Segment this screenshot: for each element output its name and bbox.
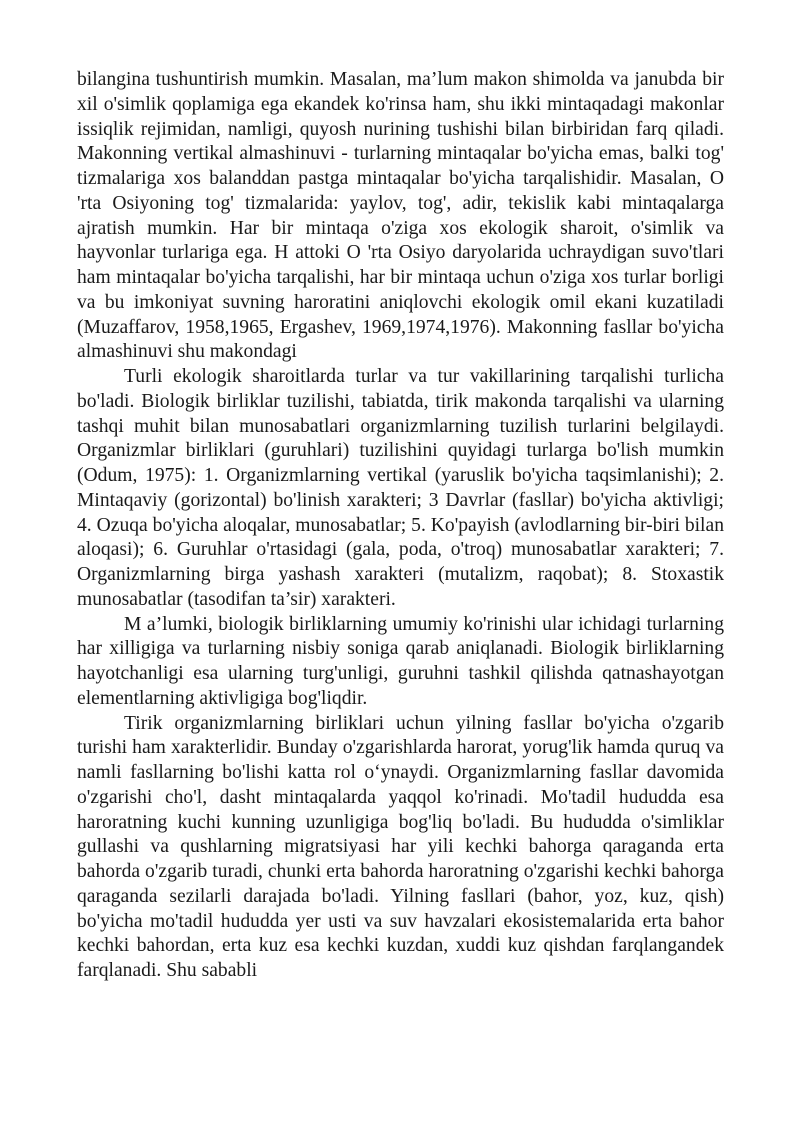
paragraph-biological-communities: M a’lumki, biologik birliklarning umumiy ko'rinishi ular ichidagi turlarning har xilligiga va turlarning nisbiy soniga qarab aniqlanadi. Biologik birliklarning hayotchanligi esa ularning turg'unligi, guruhni tashkil qilishda qatnashayotgan elementlarning aktivligiga bog'liqdir. [77, 613, 724, 709]
paragraph-seasonal-changes: Tirik organizmlarning birliklari uchun yilning fasllar bo'yicha o'zgarib turishi ham xarakterlidir. Bunday o'zgarishlarda harorat, yorug'lik hamda quruq va namli fasllarning bo'lishi katta rol oʻynaydi. Organizmlarning fasllar davomida o'zgarishi cho'l, dasht mintaqalarda yaqqol ko'rinadi. Mo'tadil hududda esa haroratning kuchi kunning uzunligiga bog'liq bo'ladi. Bu hududda o'simliklar gullashi va qushlarning migratsiyasi har yili kechki bahorga qaraganda erta bahorda o'zgarib turadi, chunki erta bahorda haroratning o'zgarishi kechki bahorga qaraganda sezilarli darajada bo'ladi. Yilning fasllari (bahor, yoz, kuz, qish) bo'yicha mo'tadil hududda yer usti va suv havzalari ekosistemalarida erta bahor kechki bahordan, erta kuz esa kechki kuzdan, xuddi kuz qishdan farqlangandek farqlanadi. Shu sababli [77, 712, 724, 981]
document-page [77, 68, 724, 984]
paragraph-organism-groupings: Turli ekologik sharoitlarda turlar va tur vakillarining tarqalishi turlicha bo'ladi. Biologik birliklar tuzilishi, tabiatda, tirik makonda tarqalishi va ularning tashqi muhit bilan munosabatlari organizmlarning tuzilish turlarini belgilaydi. Organizmlar birliklari (guruhlari) tuzilishini quyidagi turlarga bo'lish mumkin (Odum, 1975): 1. Organizmlarning vertikal (yaruslik bo'yicha taqsimlanishi); 2. Mintaqaviy (gorizontal) bo'linish xarakteri; 3 Davrlar (fasllar) bo'yicha aktivligi; 4. Ozuqa bo'yicha aloqalar, munosabatlar; 5. Ko'payish (avlodlarning bir-biri bilan aloqasi); 6. Guruhlar o'rtasidagi (gala, poda, o'troq) munosabatlar xarakteri; 7. Organizmlarning birga yashash xarakteri (mutalizm, raqobat); 8. Stoxastik munosabatlar (tasodifan ta’sir) xarakteri. [77, 366, 724, 610]
paragraph-continuation: bilangina tushuntirish mumkin. Masalan, ma’lum makon shimolda va janubda bir xil o'simlik qoplamiga ega ekandek ko'rinsa ham, shu ikki mintaqadagi makonlar issiqlik rejimidan, namligi, quyosh nurining tushishi bilan birbiridan farq qiladi. Makonning vertikal almashinuvi - turlarning mintaqalar bo'yicha emas, balki tog' tizmalariga xos balanddan pastga mintaqalar bo'yicha tarqalishidir. Masalan, O 'rta Osiyoning tog' tizmalarida: yaylov, tog', adir, tekislik kabi mintaqalarga ajratish mumkin. Har bir mintaqa o'ziga xos ekologik sharoit, o'simlik va hayvonlar turlariga ega. H attoki O 'rta Osiyo daryolarida uchraydigan suvo'tlari ham mintaqalar bo'yicha tarqalishi, har bir mintaqa uchun o'ziga xos turlar borligi va bu imkoniyat suvning haroratini aniqlovchi ekologik omil ekani kuzatiladi (Muzaffarov, 1958,1965, Ergashev, 1969,1974,1976). Makonning fasllar bo'yicha almashinuvi shu makondagi [77, 69, 724, 363]
